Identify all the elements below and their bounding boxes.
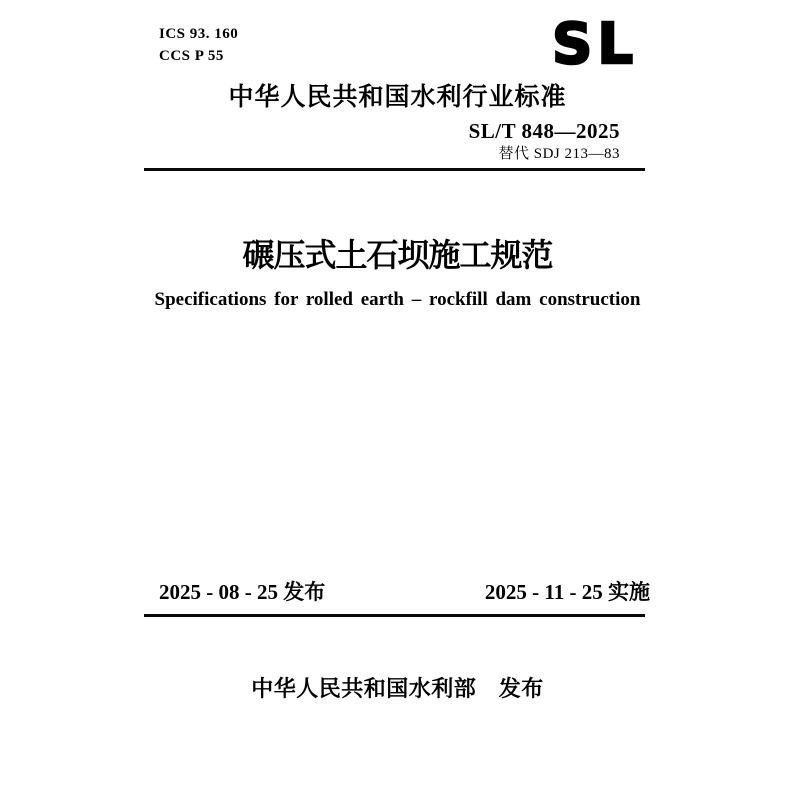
issue-date: 2025 - 08 - 25 发布 [159, 580, 326, 604]
ccs-code: CCS P 55 [159, 48, 224, 64]
standard-category: 中华人民共和国水利行业标准 [228, 83, 567, 111]
top-divider-rule [144, 168, 645, 171]
implementation-date: 2025 - 11 - 25 实施 [484, 580, 650, 604]
standard-number: SL/T 848—2025 [468, 119, 620, 143]
document-title-zh: 碾压式土石坝施工规范 [242, 237, 553, 273]
ics-code: ICS 93. 160 [159, 26, 239, 42]
dates-row [145, 582, 650, 603]
sl-logo: SL [551, 12, 638, 77]
publisher-line: 中华人民共和国水利部 发布 [251, 676, 544, 701]
supersedes-note: 替代 SDJ 213—83 [498, 146, 620, 162]
document-title-en: Specifications for rolled earth – rockfill dam construction [154, 289, 641, 310]
bottom-divider-rule [144, 614, 645, 617]
